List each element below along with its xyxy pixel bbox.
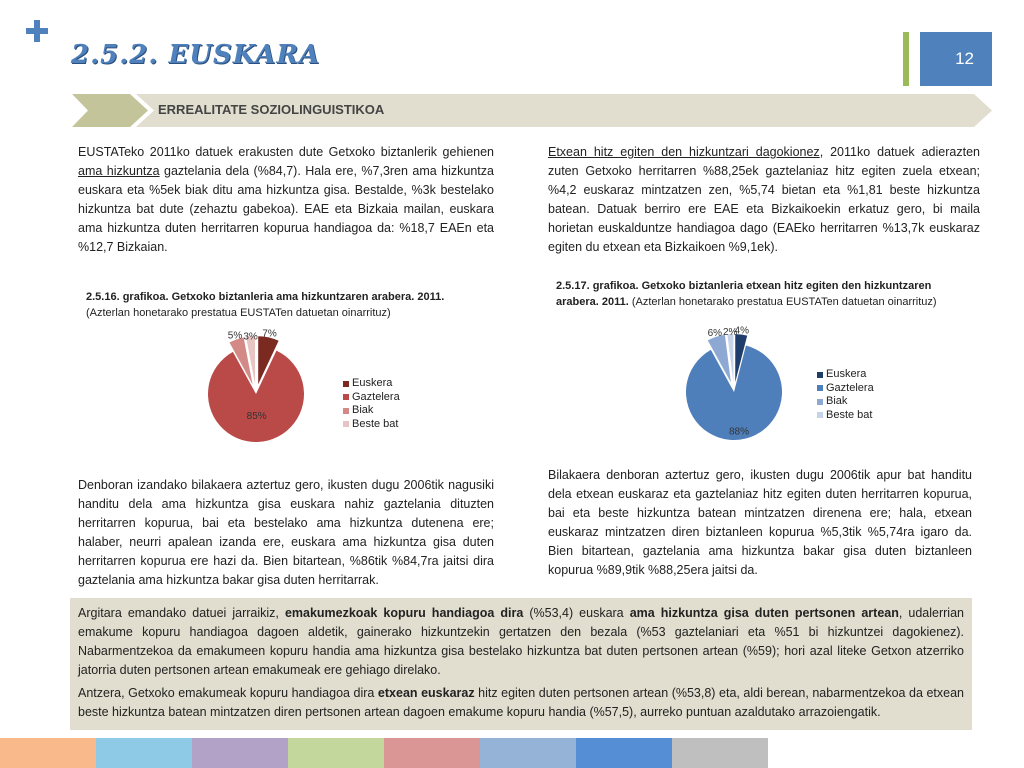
legend-item [343,404,400,418]
legend-item [817,409,874,423]
summary-paragraph-2 [78,684,964,722]
summary-text: , udalerrian emakume kopuru handiagoa dagoen aldetik, gainerako hizkuntzekin gertatzen den bezala (%53 gaztelaniari eta %51 bi hizkuntzei dagokienez). Nabarmentzekoa da emakumeen kopuru handia ama hizkuntza gisa bestelako hizkuntza bat duten pertsonen artean (%59); hori azal liteke Getxon atzerriko jatorria duten pertsonen artean emakumeak ere gehiago direlako. [78,606,964,677]
footer-color-block [672,738,768,768]
footer-color-strip [0,738,768,768]
pie-data-label: 5% [227,330,243,342]
right-evolution-paragraph: Bilakaera denboran aztertuz gero, ikusten dugu 2006tik apur bat handitu dela etxean euskaraz eta gaztelaniaz hitz egiten duten herritarren kopurua, bai eta beste hizkuntza batean mintzatzen direnena ere; hala, etxean euskaraz mintzatzen diren biztanleen kopurua %5,3tik %5,74ra igaro da. Bien bitartean, gaztelania ama hizkuntza bakar gisa duten biztanleen kopurua %89,9tik %88,25era jaitsi da. [548,468,972,577]
summary-text: Argitara emandako datuei jarraikiz, [78,606,285,620]
legend-item [817,368,874,382]
section-banner [72,94,992,127]
legend-swatch [817,412,823,418]
plus-icon [26,20,48,42]
right-intro-paragraph [548,143,980,257]
legend-label: Beste bat [826,408,873,421]
summary-text: (%53,4) euskara [523,606,630,620]
footer-color-block [288,738,384,768]
pie-slice-gaztelera [208,351,304,442]
footer-color-block [192,738,288,768]
left-intro-paragraph [78,143,494,257]
banner-label: ERREALITATE SOZIOLINGUISTIKOA [158,102,385,117]
right-intro-text: , 2011ko datuek adierazten zuten Getxoko herritarren %88,25ek gaztelaniaz hitz egiten zuela etxean; %4,2 euskaraz mintzatzen zen, %5,74 bietan eta %1,81 beste hizkuntza batean. Datuak berriro ere EAE eta Bizkaikoekin erkatuz gero, bi maila horietan euskalduntze handiagoa dago (EAEko herritarren %13,7k euskaraz egiten du etxean eta Bizkaikoen %9,1ek). [548,145,980,254]
left-intro-text-1: EUSTATeko 2011ko datuek erakusten dute Getxoko biztanlerik gehienen [78,145,494,159]
legend-swatch [817,385,823,391]
summary-bold: etxean euskaraz [377,686,475,700]
pie-data-label: 3% [243,331,258,343]
pie-data-label: 4% [734,325,749,337]
legend-mother-tongue [343,377,400,431]
footer-color-block [480,738,576,768]
right-intro-underlined: Etxean hitz egiten den hizkuntzari dagokionez [548,145,820,159]
legend-label: Euskera [352,377,393,389]
footer-color-block [96,738,192,768]
footer-color-block [576,738,672,768]
footer-color-block [0,738,96,768]
summary-text: hitz egiten duten pertsonen artean (%53,8) eta, aldi berean, nabarmentzekoa da etxean beste hizkuntza batean mintzatzen diren pertsonen artean dagoen emakume kopuru handia (%57,5), aurreko puntuan azaldutako arrazoiengatik. [78,686,964,719]
legend-label: Gaztelera [826,381,874,394]
pie-data-label: 6% [707,328,723,340]
pie-chart-home-language [654,322,814,452]
legend-swatch [343,408,349,414]
legend-label: Biak [352,404,374,416]
pie-data-label: 85% [246,410,267,422]
summary-bold: emakumezkoak kopuru handiagoa dira [284,606,524,620]
legend-item [343,377,400,391]
legend-item [343,391,400,405]
pie-data-label: 2% [723,327,738,339]
page-title: 2.5.2. EUSKARA [71,40,321,70]
left-caption-source: (Azterlan honetarako prestatua EUSTATen datuetan oinarrituz) [86,307,391,319]
legend-label: Euskera [826,368,867,380]
page-number: 12 [920,32,992,86]
summary-paragraph-1 [78,604,964,680]
left-chart-caption [86,289,486,321]
right-caption-source: (Azterlan honetarako prestatua EUSTATen datuetan oinarrituz) [628,296,937,308]
left-evolution-paragraph: Denboran izandako bilakaera aztertuz gero, ikusten dugu 2006tik nagusiki handitu dela ama hizkuntza gisa euskara nahiz gaztelania dituzten herritarren kopurua, bai eta bestelako ama hizkuntza dutenena ere; halaber, neurri apalean izanda ere, euskara ama hizkuntza gisa duten herritarren kopurua ere hazi da. Bien bitartean, %86tik %84,7ra jaitsi dira gaztelania ama hizkuntza bakar gisa duten herritarrak. [78,478,494,587]
legend-label: Beste bat [352,417,399,430]
legend-item [817,395,874,409]
right-caption-title: 2.5.17. grafikoa. Getxoko biztanleria etxean hitz egiten den hizkuntzaren arabera. 2011. [556,280,932,308]
footer-color-block [384,738,480,768]
pie-chart-mother-tongue [178,328,338,448]
legend-item [817,382,874,396]
legend-swatch [817,399,823,405]
summary-box [70,598,972,730]
summary-bold: ama hizkuntza gisa duten pertsonen artean [629,606,899,620]
pie-data-label: 88% [729,426,750,438]
legend-swatch [343,381,349,387]
left-caption-title: 2.5.16. grafikoa. Getxoko biztanleria ama hizkuntzaren arabera. 2011. [86,291,445,303]
legend-home-language [817,368,874,422]
summary-text: Antzera, Getxoko emakumeak kopuru handiagoa dira [78,686,378,700]
legend-label: Gaztelera [352,390,400,403]
accent-divider [903,32,909,86]
right-chart-caption [556,278,976,310]
legend-swatch [343,394,349,400]
pie-data-label: 7% [262,328,277,340]
legend-item [343,418,400,432]
left-intro-text-2: gaztelania dela (%84,7). Hala ere, %7,3ren ama hizkuntza euskara eta %5ek biak ditu ama hizkuntza gisa. Bestalde, %3k bestelako hizkuntza bat dute (zehaztu gabekoa). EAE eta Bizkaia mailan, euskara ama hizkuntza duten herritarren kopurua handiagoa da: %18,7 EAEn eta %12,7 Bizkaian. [78,164,494,254]
legend-label: Biak [826,395,848,407]
legend-swatch [817,372,823,378]
left-intro-underlined: ama hizkuntza [78,164,160,178]
legend-swatch [343,421,349,427]
